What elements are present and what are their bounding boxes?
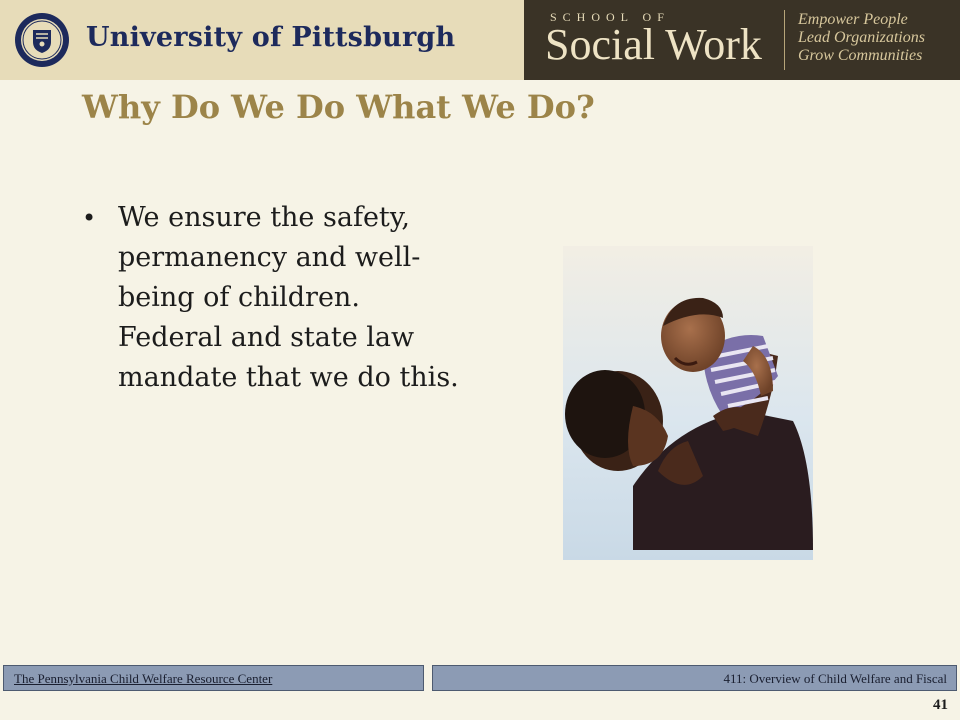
bullet-list	[82, 198, 462, 398]
resource-center-link[interactable]: The Pennsylvania Child Welfare Resource Center	[14, 671, 273, 686]
tagline	[798, 11, 958, 65]
header-divider	[784, 10, 785, 70]
slide-title: Why Do We Do What We Do?	[82, 88, 595, 126]
course-title: 411: Overview of Child Welfare and Fiscal	[723, 671, 947, 686]
university-seal-icon	[14, 12, 70, 68]
bullet-text: We ensure the safety, permanency and well-being of children. Federal and state law mandate that we do this.	[118, 202, 459, 393]
bullet-icon: •	[82, 204, 97, 232]
tagline-line: Empower People	[798, 11, 908, 28]
school-of-label: SCHOOL OF	[550, 10, 670, 24]
page-number: 41	[933, 697, 948, 713]
footer-left-bar	[3, 665, 424, 691]
footer-right-bar	[432, 665, 957, 691]
tagline-line: Lead Organizations	[798, 29, 925, 46]
university-name: University of Pittsburgh	[86, 22, 456, 53]
father-and-child-photo	[563, 246, 813, 560]
list-item	[82, 198, 462, 398]
school-name: Social Work	[545, 20, 762, 69]
tagline-line: Grow Communities	[798, 47, 923, 64]
